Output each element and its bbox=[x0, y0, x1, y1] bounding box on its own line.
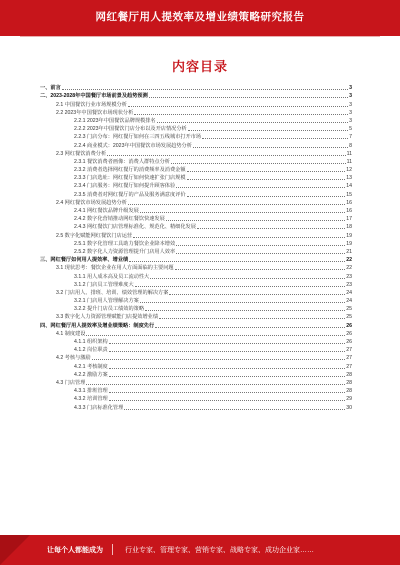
toc-entry[interactable] bbox=[40, 125, 352, 133]
toc-entry[interactable] bbox=[40, 281, 352, 289]
toc-entry-text: 三、网红餐厅如何用人提效率、增业绩 bbox=[40, 257, 129, 264]
toc-page-number: 19 bbox=[346, 240, 352, 247]
toc-dot-leader bbox=[107, 155, 345, 156]
toc-entry[interactable] bbox=[40, 256, 352, 264]
toc-entry-text: 2.4 网红餐饮市场发展趋势分析 bbox=[56, 199, 127, 206]
toc-entry-text: 3.2 门店用人、排班、培训、绩效管理的解决方案 bbox=[56, 289, 169, 296]
toc-entry[interactable] bbox=[40, 330, 352, 338]
toc-page-number: 28 bbox=[346, 371, 352, 378]
toc-dot-leader bbox=[109, 351, 345, 352]
toc-page-number: 26 bbox=[346, 322, 352, 329]
toc-entry[interactable] bbox=[40, 371, 352, 379]
toc-entry-text: 2.2.1 2023年中国餐饮品牌规模排名 bbox=[74, 117, 156, 124]
toc-page-number: 29 bbox=[346, 396, 352, 403]
toc-dot-leader bbox=[202, 138, 348, 139]
toc-entry[interactable] bbox=[40, 289, 352, 297]
toc-entry-text: 4.3.2 培训管理 bbox=[74, 396, 108, 403]
toc-dot-leader bbox=[159, 318, 345, 319]
toc-page-number: 23 bbox=[346, 281, 352, 288]
toc-dot-leader bbox=[109, 400, 345, 401]
toc-dot-leader bbox=[133, 237, 345, 238]
toc-entry-text: 2.4.3 网红餐饮门店管理标准化、规范化、精细化发展 bbox=[74, 224, 196, 231]
toc-dot-leader bbox=[176, 187, 345, 188]
toc-entry[interactable] bbox=[40, 215, 352, 223]
toc-entry[interactable] bbox=[40, 141, 352, 149]
toc-page-number: 16 bbox=[346, 208, 352, 214]
toc-dot-leader bbox=[187, 179, 346, 180]
toc-dot-leader bbox=[187, 196, 346, 197]
toc-page-number: 27 bbox=[346, 347, 352, 354]
toc-page-number: 11 bbox=[346, 150, 352, 157]
toc-entry-text: 一、前言 bbox=[40, 85, 61, 92]
toc-entry-text: 2.3 网红餐饮消费分析 bbox=[56, 150, 107, 157]
toc-page-number: 14 bbox=[346, 183, 352, 190]
toc-dot-leader bbox=[135, 286, 346, 287]
toc-entry-text: 二、2023-2028年中国餐厅市场前景及趋势预测 bbox=[40, 93, 148, 100]
toc-page-number: 27 bbox=[346, 363, 352, 370]
toc-entry-text: 4.2.2 激励方案 bbox=[74, 371, 108, 378]
toc-dot-leader bbox=[193, 147, 348, 148]
toc-page-number: 19 bbox=[346, 232, 352, 239]
toc-page-number: 3 bbox=[349, 85, 352, 92]
toc-dot-leader bbox=[62, 89, 348, 90]
toc-dot-leader bbox=[145, 310, 345, 311]
toc-entry[interactable] bbox=[40, 387, 352, 395]
toc-entry[interactable] bbox=[40, 297, 352, 305]
footer-bar bbox=[0, 535, 400, 565]
toc-page-number: 28 bbox=[346, 388, 352, 395]
toc-dot-leader bbox=[166, 220, 345, 221]
toc-page-number: 8 bbox=[349, 142, 352, 149]
toc-dot-leader bbox=[140, 212, 345, 213]
toc-page-number: 30 bbox=[346, 404, 352, 411]
toc-dot-leader bbox=[176, 245, 345, 246]
toc-dot-leader bbox=[187, 171, 346, 172]
toc-page-number: 15 bbox=[346, 191, 352, 198]
toc-dot-leader bbox=[109, 392, 345, 393]
toc-entry[interactable] bbox=[40, 346, 352, 354]
toc-entry-text: 2.3.1 餐饮消费者画像：消费人群特点分析 bbox=[74, 158, 170, 165]
toc-entry[interactable] bbox=[40, 264, 352, 272]
toc-dot-leader bbox=[149, 97, 348, 98]
toc-entry-text: 2.4.1 网红餐饮品牌升级发展 bbox=[74, 208, 139, 214]
toc-page-number: 17 bbox=[346, 216, 352, 223]
toc-entry[interactable] bbox=[40, 403, 352, 411]
toc-dot-leader bbox=[129, 261, 345, 262]
toc-page-number: 13 bbox=[346, 175, 352, 182]
toc-entry[interactable] bbox=[40, 240, 352, 248]
toc-entry-text: 2.3.3 门店选址：网红餐厅如何快速扩张门店规模 bbox=[74, 175, 186, 182]
toc-entry-text: 2.2.2 2023年中国餐饮门店分布以及开店情况分析 bbox=[74, 126, 187, 133]
toc-entry[interactable] bbox=[40, 100, 352, 108]
toc-entry[interactable] bbox=[40, 354, 352, 362]
toc-dot-leader bbox=[197, 228, 345, 229]
toc-dot-leader bbox=[169, 294, 345, 295]
toc-entry[interactable] bbox=[40, 248, 352, 256]
toc-page-number: 7 bbox=[349, 134, 352, 141]
report-header-bar bbox=[0, 0, 400, 36]
toc-entry-text: 3.2.1 门店用人管理解决方案 bbox=[74, 298, 139, 305]
toc-entry-text: 4.2 考核与激励 bbox=[56, 355, 91, 362]
toc-entry-text: 四、网红餐厅用人提效率及增业绩策略：制度先行 bbox=[40, 322, 155, 329]
toc-dot-leader bbox=[109, 343, 345, 344]
toc-dot-leader bbox=[171, 163, 346, 164]
toc-dot-leader bbox=[150, 278, 345, 279]
footer-tagline: 行业专家、管理专家、营销专家、战略专家、成功企业家…… bbox=[125, 547, 314, 554]
footer-corner-triangle bbox=[0, 535, 30, 565]
toc-page-number: 5 bbox=[349, 126, 352, 133]
footer-slogan: 让每个人都能成为 bbox=[47, 547, 103, 554]
toc-entry[interactable] bbox=[40, 321, 352, 329]
toc-entry-text: 2.2.3 门店分布：网红餐厅如何在三四五线城市打开市场 bbox=[74, 134, 202, 141]
report-title: 网红餐厅用人提效率及增业绩策略研究报告 bbox=[95, 11, 305, 23]
toc-entry[interactable] bbox=[40, 395, 352, 403]
toc-page-number: 16 bbox=[346, 199, 352, 206]
toc-entry[interactable] bbox=[40, 109, 352, 117]
toc-page-number: 18 bbox=[346, 224, 352, 231]
toc-entry-text: 3.1.2 门店员工管理难度大 bbox=[74, 281, 134, 288]
toc-entry-text: 2.4.2 数字化营销推动网红餐饮快速发展 bbox=[74, 216, 165, 223]
toc-page-number: 23 bbox=[346, 273, 352, 280]
toc-entry-text: 2.2 2023年中国餐饮市场现状分析 bbox=[56, 109, 134, 116]
toc-dot-leader bbox=[134, 114, 348, 115]
toc-dot-leader bbox=[124, 409, 345, 410]
toc-page-number: 27 bbox=[346, 355, 352, 362]
toc-page-number: 24 bbox=[346, 289, 352, 296]
toc-page-number: 26 bbox=[346, 330, 352, 337]
toc-entry[interactable] bbox=[40, 182, 352, 190]
toc-entry[interactable] bbox=[40, 166, 352, 174]
toc-entry[interactable] bbox=[40, 362, 352, 370]
toc-dot-leader bbox=[92, 359, 346, 360]
toc-dot-leader bbox=[140, 302, 345, 303]
toc-entry[interactable] bbox=[40, 84, 352, 92]
toc-page-number: 24 bbox=[346, 298, 352, 305]
table-of-contents bbox=[40, 84, 352, 412]
toc-entry[interactable] bbox=[40, 313, 352, 321]
toc-page-number: 22 bbox=[346, 265, 352, 272]
toc-entry-text: 4.1.1 组织架构 bbox=[74, 339, 108, 345]
toc-entry[interactable] bbox=[40, 133, 352, 141]
toc-entry-text: 2.3.4 门店服务：网红餐厅如何提升顾客体验 bbox=[74, 183, 176, 190]
toc-page-number: 3 bbox=[349, 93, 352, 100]
header-divider bbox=[20, 36, 380, 37]
toc-entry-text: 4.3 门店管理 bbox=[56, 379, 86, 386]
toc-page-number: 3 bbox=[349, 101, 352, 108]
toc-entry[interactable] bbox=[40, 174, 352, 182]
toc-entry-text: 4.3.3 门店标准化管理 bbox=[74, 404, 124, 411]
toc-entry-text: 4.1 制度建设 bbox=[56, 330, 86, 337]
toc-entry-text: 2.5.2 数字化人力资源管理提升门店用人效率 bbox=[74, 248, 176, 255]
toc-entry[interactable] bbox=[40, 117, 352, 125]
toc-entry-text: 2.5 数字化赋能网红餐饮门店运营 bbox=[56, 232, 133, 239]
toc-entry[interactable] bbox=[40, 223, 352, 231]
toc-entry[interactable] bbox=[40, 305, 352, 313]
toc-entry[interactable] bbox=[40, 92, 352, 100]
toc-entry[interactable] bbox=[40, 379, 352, 387]
toc-entry-text: 3.1 现状思考：餐饮企业在用人方面面临的主要问题 bbox=[56, 265, 174, 272]
toc-dot-leader bbox=[86, 335, 345, 336]
toc-entry[interactable] bbox=[40, 338, 352, 346]
footer-separator bbox=[112, 544, 113, 555]
toc-dot-leader bbox=[176, 253, 345, 254]
toc-dot-leader bbox=[188, 130, 348, 131]
toc-dot-leader bbox=[109, 376, 345, 377]
toc-page-number: 22 bbox=[346, 257, 352, 264]
toc-entry[interactable] bbox=[40, 207, 352, 215]
toc-entry[interactable] bbox=[40, 158, 352, 166]
toc-dot-leader bbox=[109, 368, 345, 369]
toc-entry-text: 2.3.2 消费者选择网红餐厅的消费频率及消费金额 bbox=[74, 167, 186, 174]
toc-entry[interactable] bbox=[40, 272, 352, 280]
toc-title: 内容目录 bbox=[171, 59, 228, 74]
toc-dot-leader bbox=[86, 384, 345, 385]
toc-entry-text: 2.1 中国餐饮行业市场规模分析 bbox=[56, 101, 127, 108]
toc-page-number: 12 bbox=[346, 167, 352, 174]
toc-page-number: 11 bbox=[346, 158, 352, 165]
toc-entry-text: 4.3.1 排班管理 bbox=[74, 388, 108, 395]
toc-entry-text: 3.1.1 用人成本高及员工流动性大 bbox=[74, 273, 150, 280]
toc-entry-text: 2.3.5 消费者对网红餐厅的产品及服务满意度评价 bbox=[74, 191, 186, 198]
toc-entry-text: 3.2.2 提升门店员工绩效的策略 bbox=[74, 306, 145, 313]
toc-dot-leader bbox=[157, 122, 349, 123]
toc-entry[interactable] bbox=[40, 199, 352, 207]
toc-entry[interactable] bbox=[40, 150, 352, 158]
toc-entry[interactable] bbox=[40, 231, 352, 239]
toc-entry-text: 4.2.1 考核制度 bbox=[74, 363, 108, 370]
toc-page-number: 28 bbox=[346, 379, 352, 386]
toc-entry-text: 2.5.1 数字化管理工具助力餐饮企业降本增效 bbox=[74, 240, 176, 247]
toc-dot-leader bbox=[128, 204, 345, 205]
toc-page-number: 25 bbox=[346, 306, 352, 313]
toc-dot-leader bbox=[175, 269, 346, 270]
toc-entry[interactable] bbox=[40, 190, 352, 198]
toc-page-number: 3 bbox=[349, 109, 352, 116]
toc-page-number: 21 bbox=[346, 248, 352, 255]
toc-page-number: 25 bbox=[346, 314, 352, 321]
toc-page-number: 3 bbox=[349, 117, 352, 124]
toc-entry-text: 3.3 数字化人力资源管理赋能门店提效增业绩 bbox=[56, 314, 159, 321]
toc-page-number: 26 bbox=[346, 339, 352, 345]
toc-entry-text: 2.2.4 商业模式：2023年中国餐饮市场发展趋势分析 bbox=[74, 142, 192, 149]
toc-entry-text: 4.1.2 岗位职责 bbox=[74, 347, 108, 354]
toc-dot-leader bbox=[128, 106, 348, 107]
toc-dot-leader bbox=[155, 327, 345, 328]
